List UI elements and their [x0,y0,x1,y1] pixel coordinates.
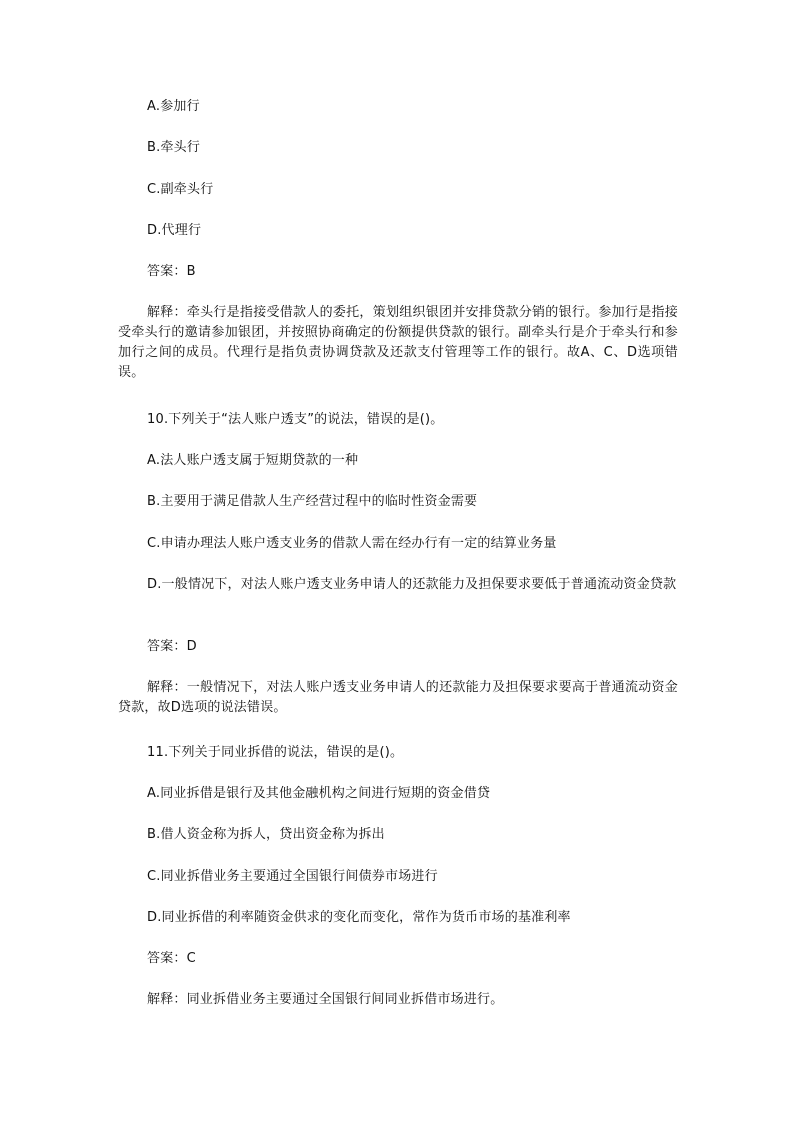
q11-option-c: C.同业拆借业务主要通过全国银行间债券市场进行 [147,869,438,884]
q9-answer: 答案：B [147,264,196,279]
q11-option-a: A.同业拆借是银行及其他金融机构之间进行短期的资金借贷 [147,786,491,801]
q10-option-a: A.法人账户透支属于短期贷款的一种 [147,453,359,468]
q11-explanation: 解释：同业拆借业务主要通过全国银行间同业拆借市场进行。 [147,992,504,1007]
q9-option-a: A.参加行 [147,99,200,114]
q10-question: 10.下列关于“法人账户透支”的说法，错误的是()。 [147,412,444,427]
q11-option-d: D.同业拆借的利率随资金供求的变化而变化，常作为货币市场的基准利率 [147,910,571,925]
q10-answer: 答案：D [147,639,197,654]
q11-option-b: B.借人资金称为拆人，贷出资金称为拆出 [147,827,385,842]
q10-option-b: B.主要用于满足借款人生产经营过程中的临时性资金需要 [147,494,478,509]
q11-answer: 答案：C [147,951,196,966]
q10-explanation: 解释：一般情况下，对法人账户透支业务申请人的还款能力及担保要求要高于普通流动资金贷款，故D选项的说法错误。 [118,680,678,715]
q9-option-b: B.牵头行 [147,140,201,155]
q11-question: 11.下列关于同业拆借的说法，错误的是()。 [147,745,404,760]
q10-option-d: D.一般情况下，对法人账户透支业务申请人的还款能力及担保要求要低于普通流动资金贷款 [147,577,677,592]
q9-option-d: D.代理行 [147,223,202,238]
q9-option-c: C.副牵头行 [147,182,214,197]
q9-explanation: 解释：牵头行是指接受借款人的委托，策划组织银团并安排贷款分销的银行。参加行是指接受牵头行的邀请参加银团，并按照协商确定的份额提供贷款的银行。副牵头行是介于牵头行和参加行之间的成员。代理行是指负责协调贷款及还款支付管理等工作的银行。故A、C、D选项错误。 [118,305,678,380]
q10-option-c: C.申请办理法人账户透支业务的借款人需在经办行有一定的结算业务量 [147,536,557,551]
